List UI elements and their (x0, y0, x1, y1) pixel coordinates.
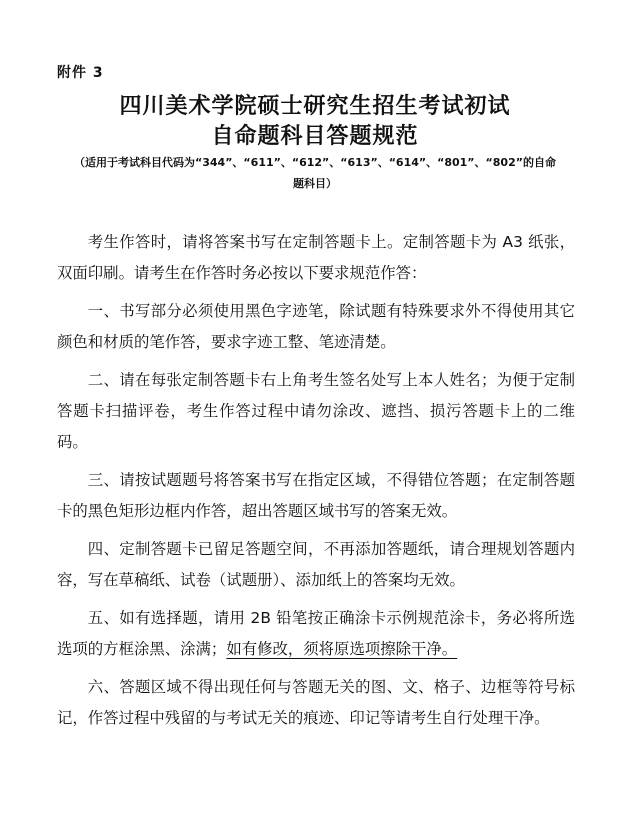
document-title-line-1: 四川美术学院硕士研究生招生考试初试 (119, 94, 511, 119)
rule-5-text: 五、如有选择题，请用 2B 铅笔按正确涂卡示例规范涂卡，务必将所选选项的方框涂黑、涂满； (57, 609, 575, 658)
attachment-label: 附件 3 (57, 65, 104, 81)
rule-2-paragraph: 二、请在每张定制答题卡右上角考生签名处写上本人姓名；为便于定制答题卡扫描评卷，考生作答过程中请勿涂改、遮挡、损污答题卡上的二维码。 (57, 371, 575, 451)
document-title-line-2: 自命题科目答题规范 (211, 124, 419, 149)
rule-6-paragraph: 六、答题区域不得出现任何与答题无关的图、文、格子、边框等符号标记，作答过程中残留的与考试无关的痕迹、印记等请考生自行处理干净。 (57, 678, 575, 727)
rule-1-paragraph: 一、书写部分必须使用黑色字迹笔，除试题有特殊要求外不得使用其它颜色和材质的笔作答，要求字迹工整、笔迹清楚。 (57, 302, 575, 351)
rule-4-paragraph: 四、定制答题卡已留足答题空间，不再添加答题纸，请合理规划答题内容，写在草稿纸、试卷（试题册）、添加纸上的答案均无效。 (57, 540, 575, 589)
rule-3-paragraph: 三、请按试题题号将答案书写在指定区域，不得错位答题；在定制答题卡的黑色矩形边框内作答，超出答题区域书写的答案无效。 (57, 471, 575, 520)
rule-5-underlined-text: 如有修改，须将原选项擦除干净。 (226, 640, 458, 658)
document-body (57, 227, 575, 741)
intro-paragraph: 考生作答时，请将答案书写在定制答题卡上。定制答题卡为 A3 纸张，双面印刷。请考生在作答时务必按以下要求规范作答： (57, 233, 575, 282)
applicability-note: （适用于考试科目代码为“344”、“611”、“612”、“613”、“614”、“801”、“802”的自命题科目） (74, 156, 556, 190)
rule-5-paragraph (57, 603, 575, 665)
